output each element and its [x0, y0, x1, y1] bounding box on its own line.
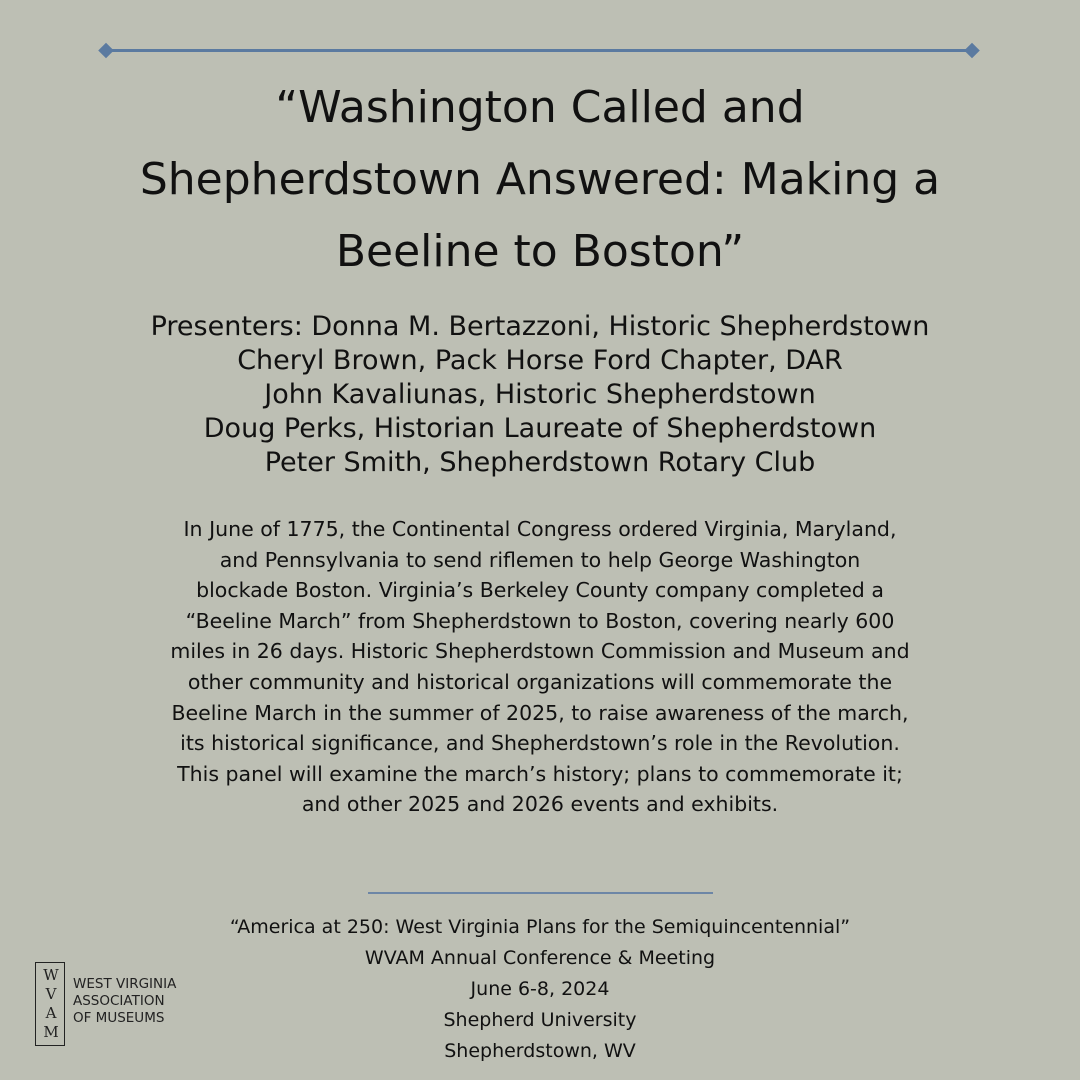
- description-line: “Beeline March” from Shepherdstown to Boston, covering nearly 600: [185, 608, 895, 633]
- conference-dates: June 6-8, 2024: [470, 978, 610, 1000]
- section-divider: [368, 892, 713, 894]
- conference-location: Shepherdstown, WV: [444, 1040, 636, 1062]
- presenter-line: Doug Perks, Historian Laureate of Shepherdstown: [203, 413, 877, 444]
- top-divider: [106, 49, 974, 52]
- wvam-logo-name: [73, 976, 176, 1027]
- description-line: its historical significance, and Shepherdstown’s role in the Revolution.: [180, 731, 900, 756]
- title-line: Shepherdstown Answered: Making a: [139, 154, 941, 205]
- wvam-logo: [35, 962, 215, 1050]
- logo-name-line: ASSOCIATION: [73, 993, 165, 1009]
- title-line: “Washington Called and: [275, 82, 805, 133]
- logo-letter: W: [43, 966, 59, 984]
- conference-theme: “America at 250: West Virginia Plans for the Semiquincentennial”: [229, 916, 851, 938]
- description-line: Beeline March in the summer of 2025, to raise awareness of the march,: [171, 700, 909, 725]
- diamond-left-icon: [98, 43, 114, 59]
- description-line: In June of 1775, the Continental Congress ordered Virginia, Maryland,: [183, 517, 897, 541]
- diamond-right-icon: [964, 43, 980, 59]
- presenters-list: [0, 310, 1080, 480]
- description-line: and other 2025 and 2026 events and exhibits.: [301, 792, 779, 817]
- presenter-line: Peter Smith, Shepherdstown Rotary Club: [264, 447, 816, 478]
- title-line: Beeline to Boston”: [335, 226, 745, 277]
- wvam-logo-box: [35, 962, 65, 1046]
- top-divider-line: [100, 41, 980, 61]
- logo-letter: A: [45, 1004, 57, 1022]
- description-line: This panel will examine the march’s history; plans to commemorate it;: [177, 761, 903, 786]
- description-line: blockade Boston. Virginia’s Berkeley County company completed a: [196, 578, 884, 603]
- logo-letter: V: [45, 985, 57, 1003]
- description-line: miles in 26 days. Historic Shepherdstown Commission and Museum and: [170, 639, 910, 664]
- conference-event: WVAM Annual Conference & Meeting: [364, 947, 716, 969]
- presenter-line: John Kavaliunas, Historic Shepherdstown: [264, 379, 816, 410]
- description-line: other community and historical organizations will commemorate the: [187, 669, 893, 694]
- presenter-line: Cheryl Brown, Pack Horse Ford Chapter, DAR: [237, 345, 843, 376]
- conference-venue: Shepherd University: [443, 1009, 637, 1031]
- logo-name-line: OF MUSEUMS: [73, 1010, 165, 1026]
- presenter-line: Presenters: Donna M. Bertazzoni, Historic Shepherdstown: [150, 311, 930, 342]
- logo-name-line: WEST VIRGINIA: [73, 976, 177, 992]
- description-line: and Pennsylvania to send riflemen to help George Washington: [219, 547, 861, 572]
- logo-letter: M: [43, 1023, 59, 1041]
- panel-description: [0, 514, 1080, 820]
- panel-title: [0, 72, 1080, 288]
